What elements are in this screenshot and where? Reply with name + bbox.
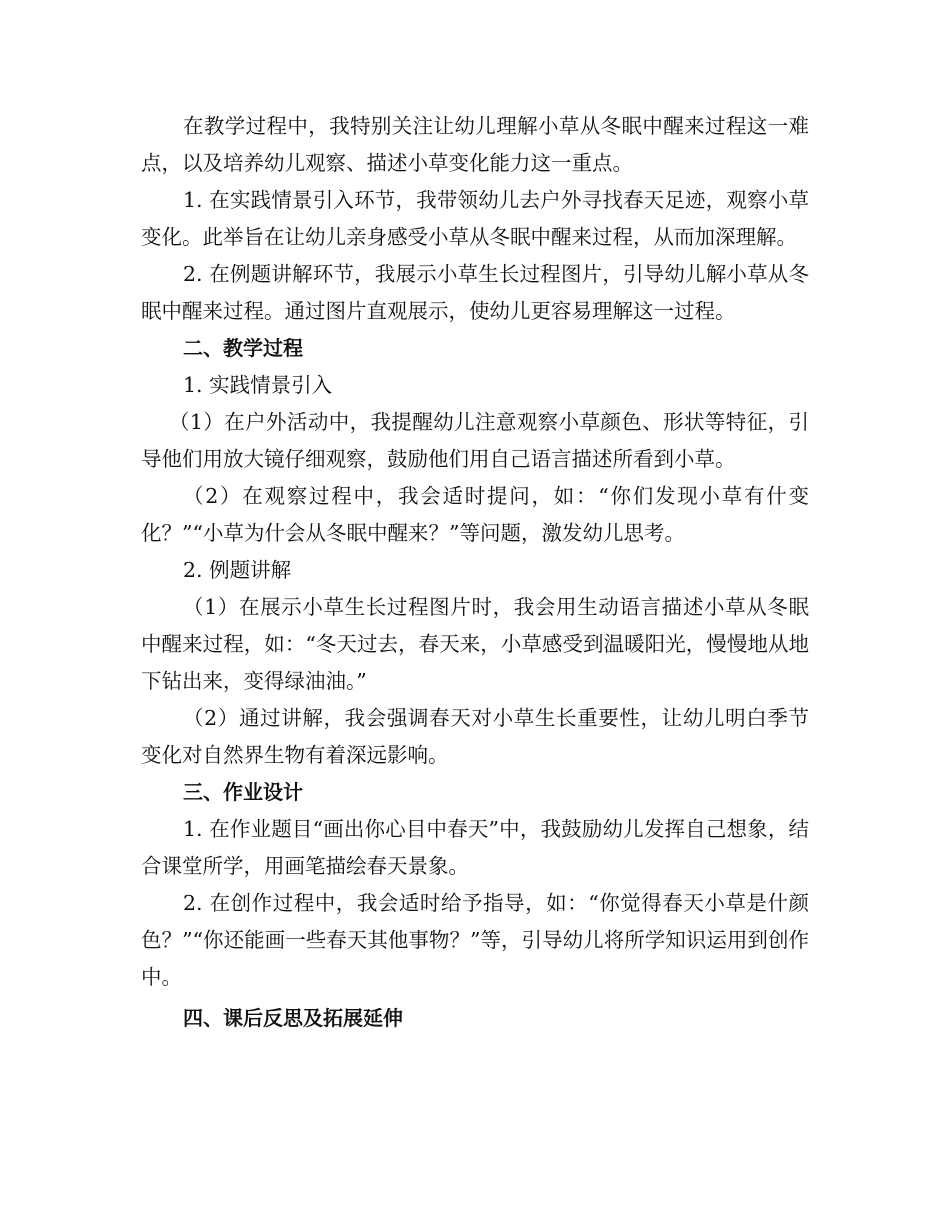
intro-item-2: 2. 在例题讲解环节，我展示小草生长过程图片，引导幼儿解小草从冬眠中醒来过程。通过图片直观展示，使幼儿更容易理解这一过程。 — [141, 262, 809, 323]
intro-paragraph: 在教学过程中，我特别关注让幼儿理解小草从冬眠中醒来过程这一难点，以及培养幼儿观察、描述小草变化能力这一重点。 — [141, 114, 809, 175]
example-item-2: （2）通过讲解，我会强调春天对小草生长重要性，让幼儿明白季节变化对自然界生物有着深远影响。 — [141, 706, 809, 767]
practice-item-2: （2）在观察过程中，我会适时提问，如：“你们发现小草有什变化？”“小草为什会从冬眠中醒来？”等问题，激发幼儿思考。 — [141, 484, 809, 545]
document-page — [141, 108, 809, 1037]
homework-item-1: 1. 在作业题目“画出你心目中春天”中，我鼓励幼儿发挥自己想象，结合课堂所学，用画笔描绘春天景象。 — [141, 817, 809, 878]
section-heading-teaching-process: 二、教学过程 — [183, 336, 303, 360]
example-item-1: （1）在展示小草生长过程图片时，我会用生动语言描述小草从冬眠中醒来过程，如：“冬天过去，春天来，小草感受到温暖阳光，慢慢地从地下钻出来，变得绿油油。” — [141, 595, 809, 693]
homework-item-2: 2. 在创作过程中，我会适时给予指导，如：“你觉得春天小草是什颜色？”“你还能画一些春天其他事物？”等，引导幼儿将所学知识运用到创作中。 — [141, 891, 809, 989]
section-heading-reflection: 四、课后反思及拓展延伸 — [183, 1006, 403, 1030]
practice-item-1: （1）在户外活动中，我提醒幼儿注意观察小草颜色、形状等特征，引导他们用放大镜仔细观察，鼓励他们用自己语言描述所看到小草。 — [141, 410, 809, 471]
section-heading-homework: 三、作业设计 — [183, 780, 303, 804]
subsection-title-example: 2. 例题讲解 — [183, 558, 292, 582]
subsection-title-practice: 1. 实践情景引入 — [183, 373, 333, 397]
intro-item-1: 1. 在实践情景引入环节，我带领幼儿去户外寻找春天足迹，观察小草变化。此举旨在让幼儿亲身感受小草从冬眠中醒来过程，从而加深理解。 — [141, 188, 809, 249]
